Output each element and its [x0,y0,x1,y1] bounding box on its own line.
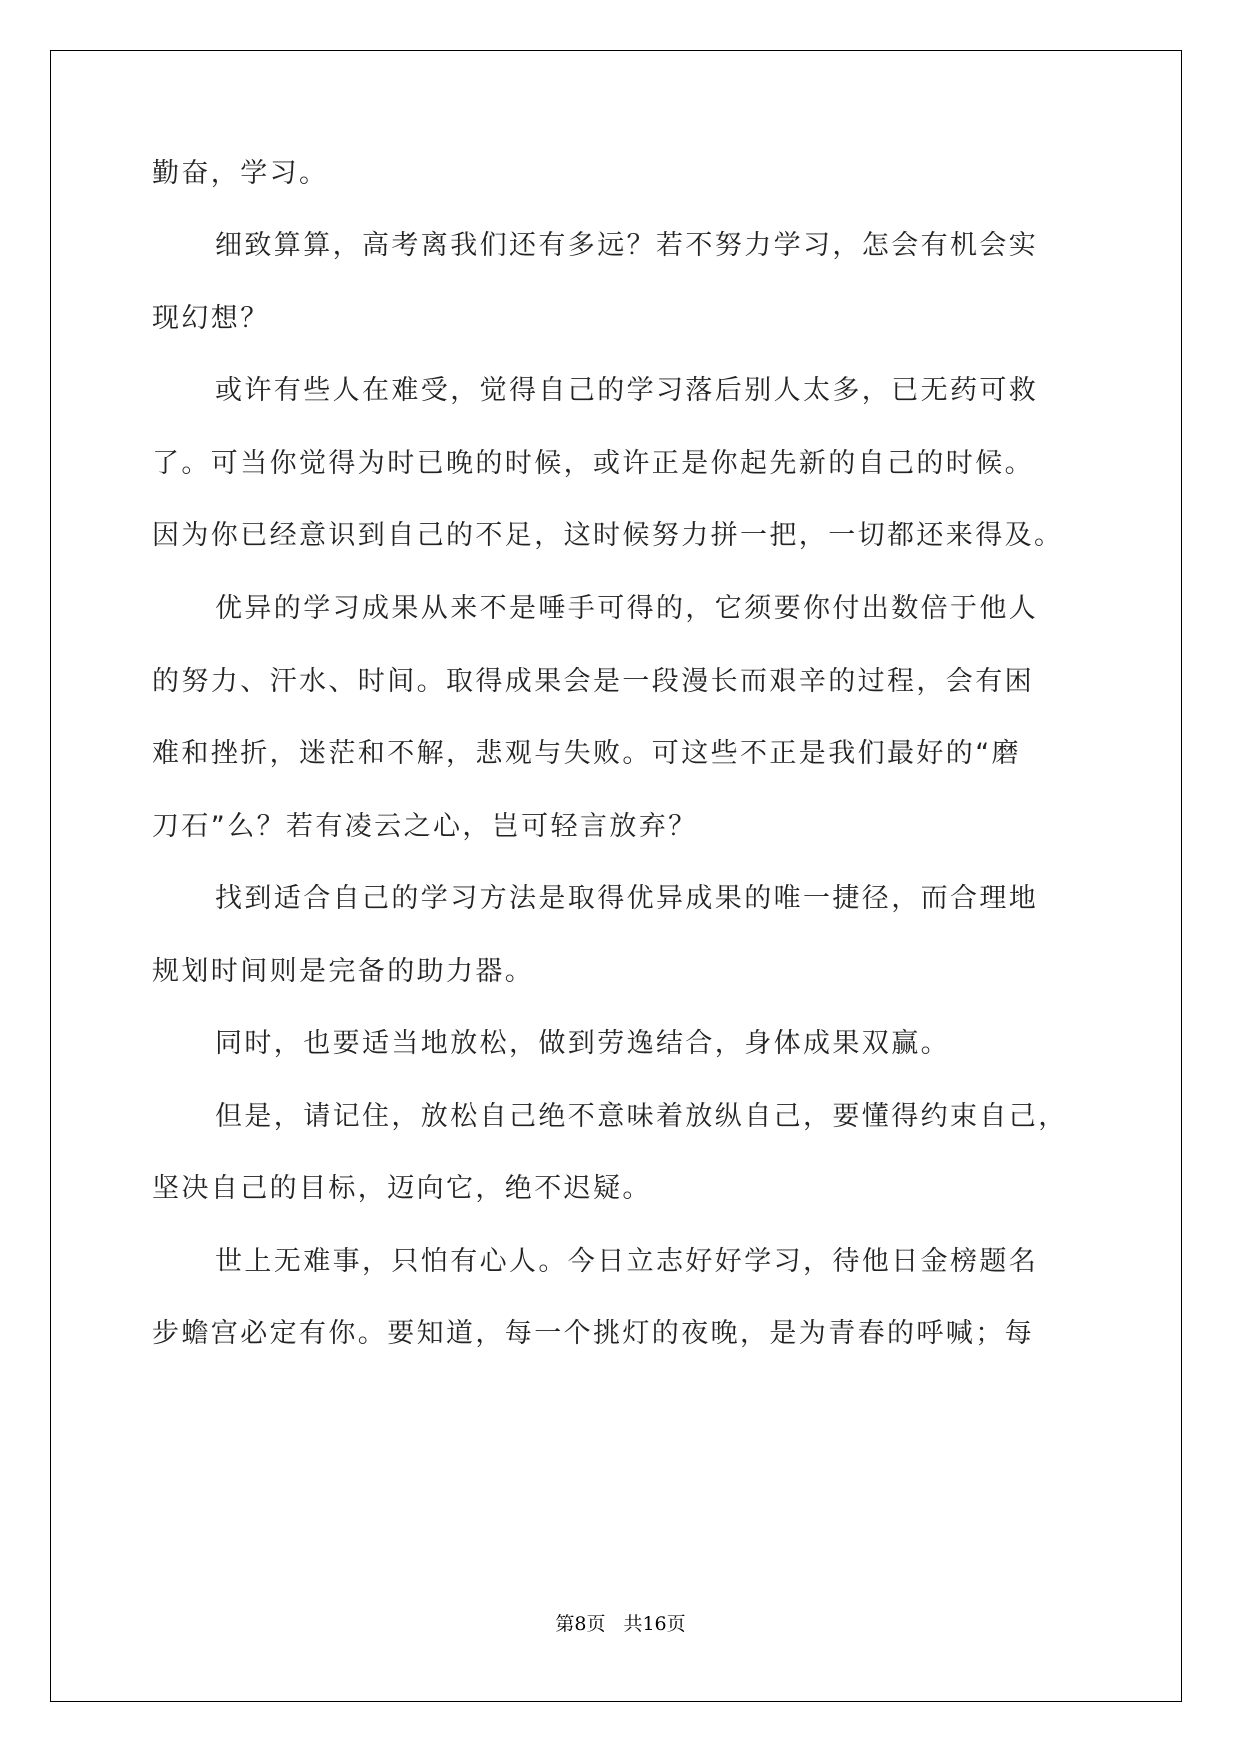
text-line: 勤奋，学习。 [152,158,329,189]
text-line: 但是，请记住，放松自己绝不意味着放纵自己，要懂得约束自己， [215,1101,1068,1132]
text-line: 坚决自己的目标，迈向它，绝不迟疑。 [152,1173,652,1204]
text-line: 同时，也要适当地放松，做到劳逸结合，身体成果双赢。 [215,1028,950,1059]
text-line: 规划时间则是完备的助力器。 [152,956,535,987]
text-line: 细致算算，高考离我们还有多远？若不努力学习，怎会有机会实 [215,230,1039,261]
text-line: 现幻想？ [152,303,270,334]
text-line: 了。可当你觉得为时已晚的时候，或许正是你起先新的自己的时候。 [152,448,1034,479]
text-line: 优异的学习成果从来不是唾手可得的，它须要你付出数倍于他人 [215,593,1039,624]
page-number-total: 共16页 [623,1613,686,1635]
page-footer [0,1612,1241,1636]
page-number-current: 第8页 [555,1613,606,1635]
text-line: 世上无难事，只怕有心人。今日立志好好学习，待他日金榜题名 [215,1246,1039,1277]
text-line: 步蟾宫必定有你。要知道，每一个挑灯的夜晚，是为青春的呼喊；每 [152,1318,1034,1349]
text-line: 找到适合自己的学习方法是取得优异成果的唯一捷径，而合理地 [215,883,1039,914]
text-line: 刀石”么？若有凌云之心，岂可轻言放弃？ [152,811,698,842]
text-line: 因为你已经意识到自己的不足，这时候努力拼一把，一切都还来得及。 [152,520,1064,551]
text-line: 的努力、汗水、时间。取得成果会是一段漫长而艰辛的过程，会有困 [152,666,1034,697]
page-border [50,50,1182,1702]
text-line: 或许有些人在难受，觉得自己的学习落后别人太多，已无药可救 [215,375,1039,406]
text-line: 难和挫折，迷茫和不解，悲观与失败。可这些不正是我们最好的“磨 [152,738,1021,769]
